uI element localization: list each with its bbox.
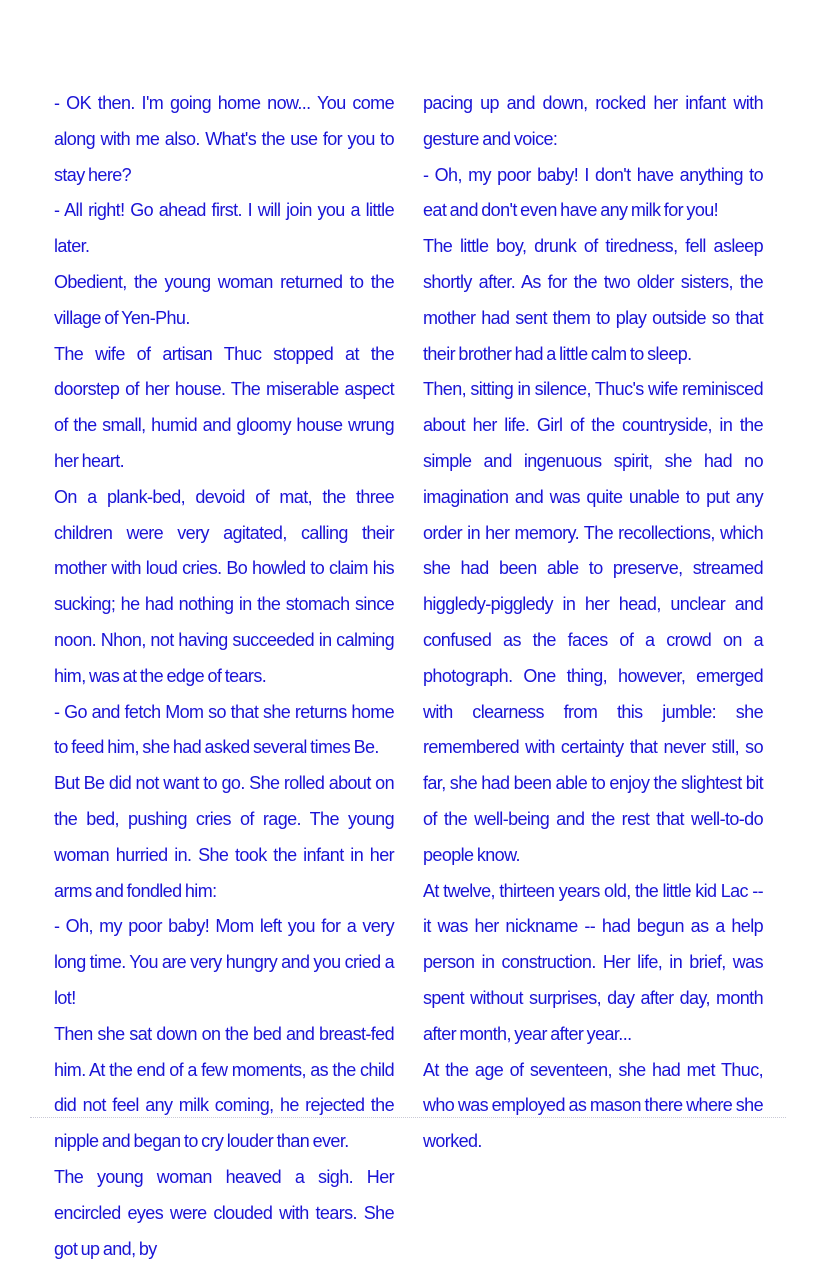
paragraph: The wife of artisan Thuc stopped at the doorstep of her house. The miserable aspect of the small, humid and gloomy house wrung her heart. [54,343,394,471]
paragraph: Then, sitting in silence, Thuc's wife reminisced about her life. Girl of the countryside, in the simple and ingenuous spirit, she had no imagination and was quite unable to put any order in her memory. The recollections, which she had been able to preserve, streamed higgledy-piggledy in her head, unclear and confused as the faces of a crowd on a photograph. One thing, however, emerged with clearness from this jumble: she remembered with certainty that never still, so far, she had been able to enjoy the slightest bit of the well-being and the rest that well-to-do people know. [423,379,763,865]
paragraph: - All right! Go ahead first. I will join you a little later. [54,200,394,257]
right-text-column [423,86,763,1160]
paragraph: - Go and fetch Mom so that she returns home to feed him, she had asked several times Be. [54,701,394,758]
paragraph: At the age of seventeen, she had met Thuc, who was employed as mason there where she worked. [423,1059,763,1152]
left-text-column [54,86,394,1267]
paragraph: At twelve, thirteen years old, the little kid Lac -- it was her nickname -- had begun as a help person in construction. Her life, in brief, was spent without surprises, day after day, month after month, year after year... [423,880,763,1044]
paragraph: - Oh, my poor baby! I don't have anything to eat and don't even have any milk for you! [423,164,763,221]
paragraph: - OK then. I'm going home now... You come along with me also. What's the use for you to stay here? [54,93,394,185]
paragraph: The little boy, drunk of tiredness, fell asleep shortly after. As for the two older sisters, the mother had sent them to play outside so that their brother had a little calm to sleep. [423,236,763,364]
paragraph: The young woman heaved a sigh. Her encircled eyes were clouded with tears. She got up and, by [54,1166,394,1259]
paragraph: - Oh, my poor baby! Mom left you for a very long time. You are very hungry and you cried a lot! [54,916,394,1008]
paragraph: pacing up and down, rocked her infant with gesture and voice: [423,93,763,149]
paragraph: On a plank-bed, devoid of mat, the three children were very agitated, calling their mother with loud cries. Bo howled to claim his sucking; he had nothing in the stomach since noon. Nhon, not having succeeded in calming him, was at the edge of tears. [54,486,394,686]
paragraph: But Be did not want to go. She rolled about on the bed, pushing cries of rage. The young woman hurried in. She took the infant in her arms and fondled him: [54,773,394,901]
paragraph: Then she sat down on the bed and breast-fed him. At the end of a few moments, as the child did not feel any milk coming, he rejected the nipple and began to cry louder than ever. [54,1023,394,1152]
paragraph: Obedient, the young woman returned to the village of Yen-Phu. [54,271,394,328]
page-bottom-divider [30,1117,786,1118]
